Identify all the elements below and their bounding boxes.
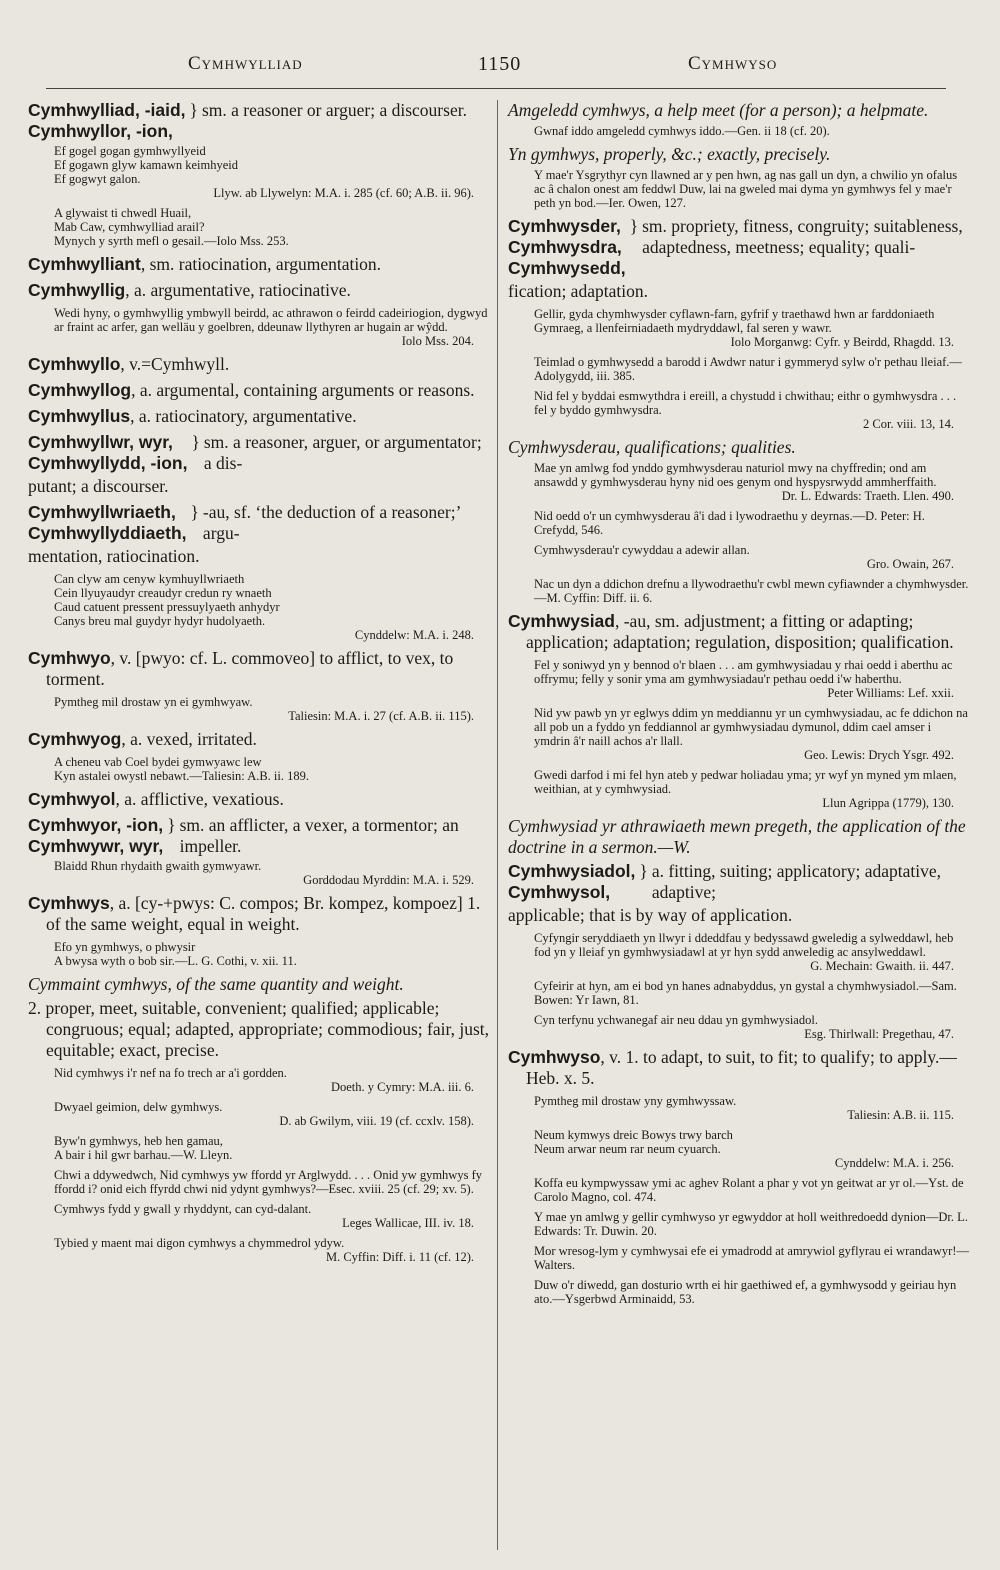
quotation-line: Kyn astalei owystl nebawt.—Taliesin: A.B. ii. 189.: [54, 769, 309, 783]
quotation-source: Gro. Owain, 267.: [866, 557, 954, 571]
quotation-line: Chwi a ddywedwch, Nid cymhwys yw ffordd yr Arglwydd. . . . Onid yw gymhwys fy ffordd i? onid eich ffyrdd chwi nid ydynt gymhwys?—Esec. xviii. 25 (cf. 29; xv. 5).: [54, 1168, 482, 1196]
quotation-source: Cynddelw: M.A. i. 248.: [354, 628, 474, 642]
quotation-line: Koffa eu kympwyssaw ymi ac aghev Rolant a phar y vot yn geitwat ar yr ol.—Yst. de Carolo Magno, col. 474.: [534, 1176, 964, 1204]
quotation: [534, 979, 970, 1007]
quotation: [534, 389, 970, 431]
subentry-amgeledd-cymhwys: Amgeledd cymhwys, a help meet (for a person); a helpmate.: [508, 100, 929, 120]
quotation-source: Llyw. ab Llywelyn: M.A. i. 285 (cf. 60; A.B. ii. 96).: [213, 186, 474, 200]
header-right-word: Cymhwyso: [688, 53, 778, 74]
quotation-source: Cynddelw: M.A. i. 256.: [834, 1156, 954, 1170]
page-number: 1150: [478, 53, 522, 75]
quotation: [534, 768, 970, 810]
quotation: [54, 859, 490, 887]
subentry-cymhwysderau: Cymhwysderau, qualifications; qualities.: [508, 437, 796, 457]
quotation-line: Nid oedd o'r un cymhwysderau â'i dad i lywodraethu y deyrnas.—D. Peter: H. Crefydd, 546.: [534, 509, 925, 537]
brace: }: [190, 502, 199, 522]
quotation: [534, 1094, 970, 1122]
quotation-source: Leges Wallicae, III. iv. 18.: [342, 1216, 474, 1230]
definition-continued: putant; a discourser.: [28, 476, 169, 496]
headword: Cymhwyol: [28, 789, 116, 809]
quotation-source: Iolo Morganwg: Cyfr. y Beirdd, Rhagdd. 13.: [730, 335, 954, 349]
quotation-line: Gellir, gyda chymhwysder cyflawn-farn, gyfrif y traethawd hwn ar farddoniaeth Gymraeg, a llenfeirniadaeth mydryddawl, fal seren y wawr.: [534, 307, 935, 335]
quotation: [534, 577, 970, 605]
quotation-line: Cyfeirir at hyn, am ei bod yn hanes adnabyddus, yn gystal a chymhwysiadol.—Sam. Bowen: Yr Iawn, 81.: [534, 979, 957, 1007]
quotation: [54, 572, 490, 642]
quotation-line: Gwedi darfod i mi fel hyn ateb y pedwar holiadau yma; yr wyf yn myned ym mlaen, weithian, at y cymhwysiad.: [534, 768, 957, 796]
quotation: [534, 509, 970, 537]
quotation: [534, 1128, 970, 1170]
entry-cymhwysder: [508, 216, 970, 279]
quotation-line: Ef gogawn glyw kamawn keimhyeid: [54, 158, 238, 172]
quotation-line: Y mae'r Ysgrythyr cyn llawned ar y pen hwn, ag nas gall un dyn, a chwilio yn ofalus ac â chalon onest am feddwl Duw, lai na gweled mai dyma yn gymhwys fel y mae'r peth yn bod.—Ier. Owen, 127.: [534, 168, 958, 210]
entry-cymhwyllig: Cymhwyllig, a. argumentative, ratiocinative.: [28, 280, 351, 300]
quotation: [534, 355, 970, 383]
running-header: [0, 48, 1000, 82]
entry-cymhwyllo: Cymhwyllo, v.=Cymhwyll.: [28, 354, 230, 374]
quotation: [54, 1100, 490, 1128]
quotation-line: A bair i hil gwr barhau.—W. Lleyn.: [54, 1148, 233, 1162]
quotation-line: Fel y soniwyd yn y bennod o'r blaen . . . am gymhwysiadau y rhai oedd i aberthu ac offrymu; felly y sonir yma am gymhwysiadau'r pethau oedd i'w haberthu.: [534, 658, 953, 686]
entry-cymhwys-sense-2: 2. proper, meet, suitable, convenient; qualified; applicable; congruous; equal; adapted, appropriate; commodious; fair, just, equitable; exact, precise.: [28, 998, 490, 1060]
entry-cymhwyog: Cymhwyog, a. vexed, irritated.: [28, 729, 257, 749]
brace: }: [167, 815, 176, 835]
quotation-source: M. Cyffin: Diff. i. 11 (cf. 12).: [325, 1250, 474, 1264]
definition: sm. an afflicter, a vexer, a tormentor; an impeller.: [179, 815, 459, 856]
headword-group: Cymhwyllwr, wyr, Cymhwyllydd, -ion,: [28, 432, 188, 473]
quotation: [54, 144, 490, 200]
headword-group: Cymhwylliad, -iaid, Cymhwyllor, -ion,: [28, 100, 186, 141]
quotation: [534, 1176, 970, 1204]
quotation-line: Neum kymwys dreic Bowys trwy barch: [534, 1128, 733, 1142]
quotation: [534, 706, 970, 762]
entry-cymhwyor: [28, 815, 490, 857]
entry-cymhwys: Cymhwys, a. [cy-+pwys: C. compos; Br. kompez, kompoez] 1. of the same weight, equal in weight.: [28, 893, 481, 934]
entry-cymhwylliant: Cymhwylliant, sm. ratiocination, argumentation.: [28, 254, 382, 274]
headword-group: Cymhwysder, Cymhwysdra, Cymhwysedd,: [508, 216, 626, 278]
quotation-line: Teimlad o gymhwysedd a barodd i Awdwr natur i gymmeryd sylw o'r pethau lleiaf.—Adolygydd, iii. 385.: [534, 355, 962, 383]
quotation-line: Nid fel y byddai esmwythdra i ereill, a chystudd i chwithau; eithr o gymhwysdra . . . fel y byddo gymhwysdra.: [534, 389, 957, 417]
quotation-line: Canys breu mal guydyr hydyr hudolyaeth.: [54, 614, 266, 628]
header-rule: [46, 88, 946, 89]
definition: sm. propriety, fitness, congruity; suitableness, adaptedness, meetness; equality; quali-: [642, 216, 963, 257]
brace: }: [189, 100, 198, 120]
quotation-source: Dr. L. Edwards: Traeth. Llen. 490.: [781, 489, 954, 503]
quotation-line: Cyfyngir seryddiaeth yn llwyr i ddeddfau y bedyssawd gweledig a sylweddawl, heb fod yn y lleiaf yn gymhwysiadawl at yr hyn sydd anweledig ac ansylweddawl.: [534, 931, 954, 959]
quotation-line: Cymhwysderau'r cywyddau a adewir allan.: [534, 543, 750, 557]
headword: Cymhwyllo: [28, 354, 121, 374]
quotation-line: Mor wresog-lym y cymhwysai efe ei ymadrodd at amrywiol gyflyrau ei wrandawyr!—Walters.: [534, 1244, 969, 1272]
headword: Cymhwyog: [28, 729, 122, 749]
quotation-line: Mab Caw, cymhwylliad arail?: [54, 220, 205, 234]
quotation-line: Byw'n gymhwys, heb hen gamau,: [54, 1134, 223, 1148]
quotation: [534, 1013, 970, 1041]
quotation-line: Ef gogel gogan gymhwyllyeid: [54, 144, 206, 158]
subentry-yn-gymhwys: Yn gymhwys, properly, &c.; exactly, precisely.: [508, 144, 831, 164]
headword-group: Cymhwysiadol, Cymhwysol,: [508, 861, 636, 902]
right-column: [508, 100, 970, 1312]
definition: sm. a reasoner, arguer, or argumentator; a dis-: [203, 432, 482, 473]
quotation: [54, 755, 490, 783]
quotation-source: Gorddodau Myrddin: M.A. i. 529.: [303, 873, 474, 887]
headword: Cymhwyo: [28, 648, 111, 668]
quotation: [534, 307, 970, 349]
quotation-line: Pymtheg mil drostaw yn ei gymhwyaw.: [54, 695, 253, 709]
quotation-line: Nac un dyn a ddichon drefnu a llywodraethu'r cwbl mewn cyfiawnder a chymhwysder.—M. Cyffin: Diff. ii. 6.: [534, 577, 969, 605]
quotation: [54, 1202, 490, 1230]
quotation-source: Taliesin: A.B. ii. 115.: [847, 1108, 954, 1122]
brace: }: [639, 861, 648, 881]
quotation-source: Doeth. y Cymry: M.A. iii. 6.: [330, 1080, 474, 1094]
headword-group: Cymhwyllwriaeth, Cymhwyllyddiaeth,: [28, 502, 187, 543]
quotation-source: Peter Williams: Lef. xxii.: [827, 686, 954, 700]
entry-cymhwyso: Cymhwyso, v. 1. to adapt, to suit, to fit; to qualify; to apply.—Heb. x. 5.: [508, 1047, 957, 1088]
brace: }: [629, 216, 639, 236]
quotation-line: Mynych y syrth mefl o gesail.—Iolo Mss. 253.: [54, 234, 289, 248]
quotation: [534, 931, 970, 973]
headword-group: Cymhwyor, -ion, Cymhwywr, wyr,: [28, 815, 164, 856]
quotation-line: Wedi hyny, o gymhwyllig ymbwyll beirdd, ac athrawon o feirdd cadeiriogion, dygwyd ar fraint ac arfer, gan welläu y goelbren, ddeunaw llythyren ar hugain ar wŷdd.: [54, 306, 488, 334]
quotation: [534, 168, 970, 210]
entry-cymhwyllwriaeth: [28, 502, 490, 544]
definition: sm. a reasoner or arguer; a discourser.: [201, 100, 467, 120]
quotation-line: Cyn terfynu ychwanegaf air neu ddau yn gymhwysiadol.: [534, 1013, 818, 1027]
quotation-source: Llun Agrippa (1779), 130.: [822, 796, 954, 810]
quotation-line: Pymtheg mil drostaw yny gymhwyssaw.: [534, 1094, 737, 1108]
quotation-line: Tybied y maent mai digon cymhwys a chymmedrol ydyw.: [54, 1236, 345, 1250]
subentry-cymhwysiad-yr-athrawiaeth: Cymhwysiad yr athrawiaeth mewn pregeth, the application of the doctrine in a sermon.—W.: [508, 816, 966, 857]
quotation-source: D. ab Gwilym, viii. 19 (cf. ccxlv. 158).: [279, 1114, 474, 1128]
quotation: [534, 124, 970, 138]
quotation: [54, 940, 490, 968]
quotation-line: Blaidd Rhun rhydaith gwaith gymwyawr.: [54, 859, 262, 873]
headword: Cymhwysiad: [508, 611, 615, 631]
quotation-line: A glywaist ti chwedl Huail,: [54, 206, 192, 220]
headword: Cymhwyllig: [28, 280, 126, 300]
quotation: [54, 1066, 490, 1094]
quotation: [534, 1278, 970, 1306]
header-left-word: Cymhwylliad: [188, 53, 303, 74]
quotation-line: Cymhwys fydd y gwall y rhyddynt, can cyd-dalant.: [54, 1202, 312, 1216]
entry-cymhwyol: Cymhwyol, a. afflictive, vexatious.: [28, 789, 284, 809]
quotation-line: Cein llyuyaudyr creaudyr credun ry wnaeth: [54, 586, 272, 600]
headword: Cymhwys: [28, 893, 110, 913]
entry-cymhwysiadol: [508, 861, 970, 903]
quotation-line: Nid cymhwys i'r nef na fo trech ar a'i gordden.: [54, 1066, 287, 1080]
subentry-cymmaint-cymhwys: Cymmaint cymhwys, of the same quantity and weight.: [28, 974, 404, 994]
quotation-line: Efo yn gymhwys, o phwysir: [54, 940, 196, 954]
quotation: [534, 1210, 970, 1238]
quotation-line: Caud catuent pressent pressuylyaeth anhydyr: [54, 600, 280, 614]
quotation-line: Neum arwar neum rar neum cyuarch.: [534, 1142, 721, 1156]
entry-cymhwyo: Cymhwyo, v. [pwyo: cf. L. commoveo] to afflict, to vex, to torment.: [28, 648, 454, 689]
entry-cymhwyllog: Cymhwyllog, a. argumental, containing arguments or reasons.: [28, 380, 475, 400]
quotation-source: Geo. Lewis: Drych Ysgr. 492.: [804, 748, 954, 762]
entry-cymhwyllwr: [28, 432, 490, 474]
definition: a. fitting, suiting; applicatory; adaptative, adaptive;: [651, 861, 941, 902]
quotation: [534, 658, 970, 700]
quotation-line: Gwnaf iddo amgeledd cymhwys iddo.—Gen. ii 18 (cf. 20).: [534, 124, 830, 138]
quotation-source: G. Mechain: Gwaith. ii. 447.: [810, 959, 954, 973]
quotation-line: Dwyael geimion, delw gymhwys.: [54, 1100, 223, 1114]
quotation-line: Mae yn amlwg fod ynddo gymhwysderau naturiol mwy na chyffredin; ond am ansawdd y gymhwysderau hyny nid oes genym ond hyspysrwydd ammherffaith.: [534, 461, 937, 489]
left-column: [28, 100, 490, 1270]
entry-cymhwysiad: Cymhwysiad, -au, sm. adjustment; a fitting or adapting; application; adaptation; regulation, disposition; qualification.: [508, 611, 954, 652]
quotation: [54, 1168, 490, 1196]
quotation-source: Taliesin: M.A. i. 27 (cf. A.B. ii. 115).: [288, 709, 474, 723]
quotation-line: A bwysa wyth o bob sir.—L. G. Cothi, v. xii. 11.: [54, 954, 297, 968]
headword: Cymhwyso: [508, 1047, 601, 1067]
definition-continued: mentation, ratiocination.: [28, 546, 200, 566]
quotation: [534, 461, 970, 503]
quotation-source: Iolo Mss. 204.: [401, 334, 474, 348]
headword: Cymhwyllog: [28, 380, 132, 400]
brace: }: [191, 432, 200, 452]
quotation: [54, 1134, 490, 1162]
definition-continued: applicable; that is by way of application.: [508, 905, 793, 925]
quotation: [54, 1236, 490, 1264]
headword: Cymhwylliant: [28, 254, 141, 274]
definition: -au, sf. ‘the deduction of a reasoner;’ argu-: [202, 502, 461, 543]
quotation: [534, 1244, 970, 1272]
quotation: [54, 206, 490, 248]
quotation-line: Can clyw am cenyw kymhuyllwriaeth: [54, 572, 245, 586]
quotation: [534, 543, 970, 571]
quotation-line: A cheneu vab Coel bydei gymwyawc lew: [54, 755, 262, 769]
headword: Cymhwyllus: [28, 406, 131, 426]
entry-cymhwylliad: [28, 100, 490, 142]
entry-cymhwyllus: Cymhwyllus, a. ratiocinatory, argumentative.: [28, 406, 357, 426]
quotation: [54, 306, 490, 348]
quotation-line: Nid yw pawb yn yr eglwys ddim yn meddiannu yr un cymhwysiadau, ac fe ddichon na all pob un a fyddo yn feddiannol ar gymhwysiadau dymunol, ddim cael amser i ymdrin â'r naill achos a'r llall.: [534, 706, 968, 748]
column-divider: [497, 100, 498, 1550]
quotation-line: Y mae yn amlwg y gellir cymhwyso yr egwyddor at holl weithredoedd dynion—Dr. L. Edwards: Tr. Duwin. 20.: [534, 1210, 968, 1238]
quotation-line: Ef gogwyt galon.: [54, 172, 141, 186]
quotation: [54, 695, 490, 723]
definition-continued: fication; adaptation.: [508, 281, 648, 301]
quotation-source: Esg. Thirlwall: Pregethau, 47.: [804, 1027, 954, 1041]
quotation-line: Duw o'r diwedd, gan dosturio wrth ei hir gaethiwed ef, a gymhwysodd y geiriau hyn ato.—Ysgerbwd Arminaidd, 53.: [534, 1278, 957, 1306]
quotation-source: 2 Cor. viii. 13, 14.: [863, 417, 954, 431]
